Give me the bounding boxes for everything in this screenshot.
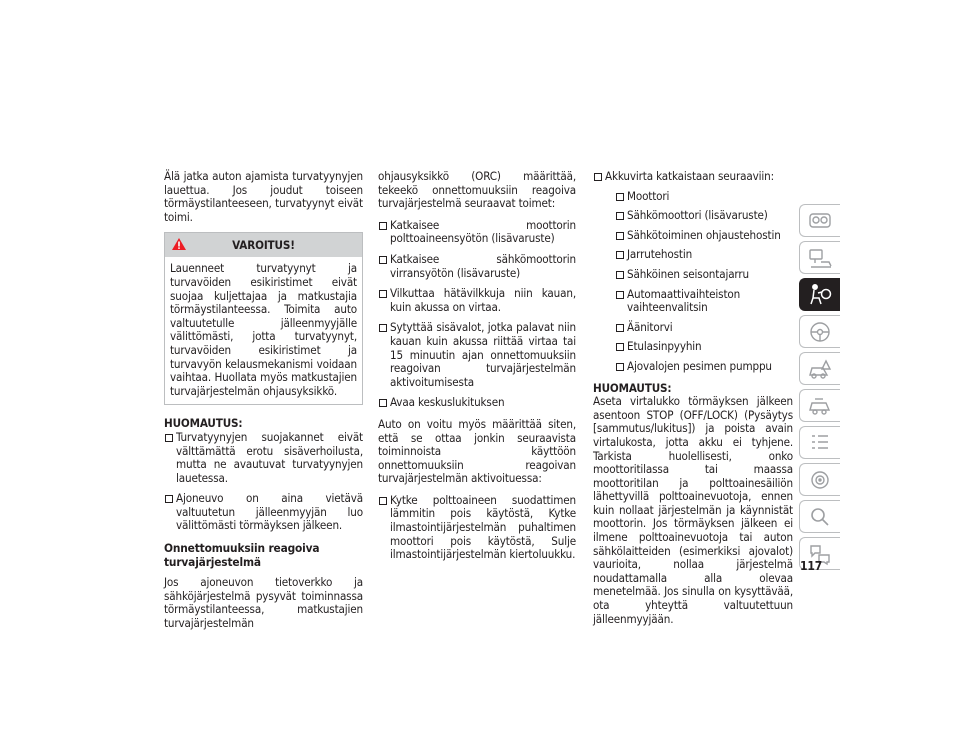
battery-subitem: Moottori (615, 190, 793, 204)
battery-subitem: Sähköinen seisontajarru (615, 268, 793, 282)
car-service-icon (807, 394, 833, 418)
column-1 (164, 170, 363, 638)
battery-list (593, 170, 793, 374)
tab-airbag-safety[interactable] (799, 278, 840, 311)
emergency-car-icon (807, 357, 833, 381)
battery-subitem: Sähkötoiminen ohjaustehostin (615, 229, 793, 243)
warning-box (164, 232, 363, 405)
action-item: Avaa keskuslukituksen (378, 396, 576, 410)
note-list (164, 431, 363, 533)
tab-index[interactable] (799, 500, 840, 533)
tab-technical-specifications[interactable] (799, 426, 840, 459)
note-paragraph: Aseta virtalukko törmäyksen jälkeen asentoon STOP (OFF/LOCK) (Pysäytys [sammutus/lukitus]) ja poista avain virtalukosta, jotta akku ei tyhjene. Tarkista huolellisesti, onko moottoritilassa tai maassa moottoritilan ja polttoainesäiliön lähettyvillä polttoainevuotoja, ennen kuin nollaat järjestelmän ja käynnistät moottorin. Jos törmäyksen jälkeen ei ilmene polttoainevuotoja tai auton sähkölaitteiden (esimerkiksi ajovalot) vaurioita, nollaa järjestelmä noudattamalla alla olevaa menetelmää. Jos sinulla on kysyttävää, ota yhteyttä valtuutettuun jälleenmyyjään. (593, 394, 793, 626)
battery-subitem: Automaattivaihteiston vaihteenvalitsin (615, 288, 793, 315)
tab-instrument-panel[interactable] (799, 204, 840, 237)
tab-multimedia[interactable] (799, 463, 840, 496)
multimedia-radio-icon (807, 468, 833, 492)
note-heading-2: HUOMAUTUS: (593, 380, 672, 395)
battery-item-label: Akkuvirta katkaistaan seuraaviin: (605, 169, 774, 183)
airbag-seated-person-icon (807, 283, 833, 307)
note-item: Turvatyynyjen suojakannet eivät välttämättä erotu sisäverhoilusta, mutta ne avautuvat turvatyynyjen lauetessa. (164, 431, 363, 485)
warning-triangle-icon (171, 237, 187, 251)
specifications-list-icon (807, 431, 833, 455)
action-item: Katkaisee moottorin polttoaineensyötön (lisävaruste) (378, 219, 576, 246)
battery-subitem: Jarrutehostin (615, 248, 793, 262)
action-item: Katkaisee sähkömoottorin virransyötön (lisävaruste) (378, 253, 576, 280)
configuration-paragraph: Auto on voitu myös määrittää siten, että se ottaa jonkin seuraavista toiminnoista käyttöön onnettomuuksiin reagoivan turvajärjestelmän aktivoituessa: (378, 416, 576, 486)
note-item: Ajoneuvo on aina vietävä valtuutetun jälleenmyyjän luo välittömästi törmäyksen jälkeen. (164, 492, 363, 533)
tab-starting-driving[interactable] (799, 315, 840, 348)
tab-emergency[interactable] (799, 352, 840, 385)
actions-list (378, 219, 576, 410)
column-2 (378, 170, 576, 570)
configuration-item: Kytke polttoaineen suodattimen lämmitin pois käytöstä, Kytke ilmastointijärjestelmän puhaltimen moottori pois käytöstä, Sulje ilmastointijärjestelmän kiertoluukku. (378, 494, 576, 562)
tab-warning-lights[interactable] (799, 241, 840, 274)
battery-subitem: Sähkömoottori (lisävaruste) (615, 209, 793, 223)
configuration-list (378, 494, 576, 562)
battery-subitem: Ajovalojen pesimen pumppu (615, 360, 793, 374)
column-3 (593, 170, 793, 634)
tab-service-maintenance[interactable] (799, 389, 840, 422)
continuation-paragraph: ohjausyksikkö (ORC) määrittää, tekeekö onnettomuuksiin reagoiva turvajärjestelmä seuraavat toimet: (378, 169, 576, 211)
battery-sublist (605, 190, 793, 374)
section-heading: Onnettomuuksiin reagoiva turvajärjestelmä (164, 541, 320, 570)
action-item: Sytyttää sisävalot, jotka palavat niin kauan kuin akussa riittää virtaa tai 15 minuutin ajan onnettomuuksiin reagoivan turvajärjestelmän aktivoitumisesta (378, 321, 576, 389)
warning-text: Lauenneet turvatyynyt ja turvavöiden esikiristimet eivät suojaa kuljettajaa ja matkustajia törmäystilanteessa. Toimita auto valtuutetulle jälleenmyyjälle välittömästi, jotta turvatyynyt, turvavöiden esikiristimet ja turvavyön kelausmekanismi voidaan vaihtaa. Huollata myös matkustajien turvajärjestelmän ohjausyksikkö. (170, 261, 357, 398)
chapter-tabs (799, 204, 840, 574)
battery-subitem: Äänitorvi (615, 321, 793, 335)
magnifier-index-icon (807, 505, 833, 529)
warning-title: VAROITUS! (232, 238, 295, 253)
page-number: 117 (800, 559, 823, 573)
note-heading: HUOMAUTUS: (164, 416, 243, 431)
warning-header (165, 233, 362, 257)
steering-wheel-icon (807, 320, 833, 344)
battery-item (593, 170, 793, 374)
battery-subitem: Etulasinpyyhin (615, 340, 793, 354)
intro-paragraph: Älä jatka auton ajamista turvatyynyjen lauettua. Jos joudut toiseen törmäystilanteeseen, turvatyynyt eivät toimi. (164, 169, 363, 224)
instrument-panel-icon (807, 209, 833, 233)
section-paragraph: Jos ajoneuvon tietoverkko ja sähköjärjestelmä pysyvät toiminnassa törmäystilanteessa, matkustajien turvajärjestelmän (164, 575, 363, 630)
warning-lights-icon (807, 246, 833, 270)
action-item: Vilkuttaa hätävilkkuja niin kauan, kuin akussa on virtaa. (378, 287, 576, 314)
